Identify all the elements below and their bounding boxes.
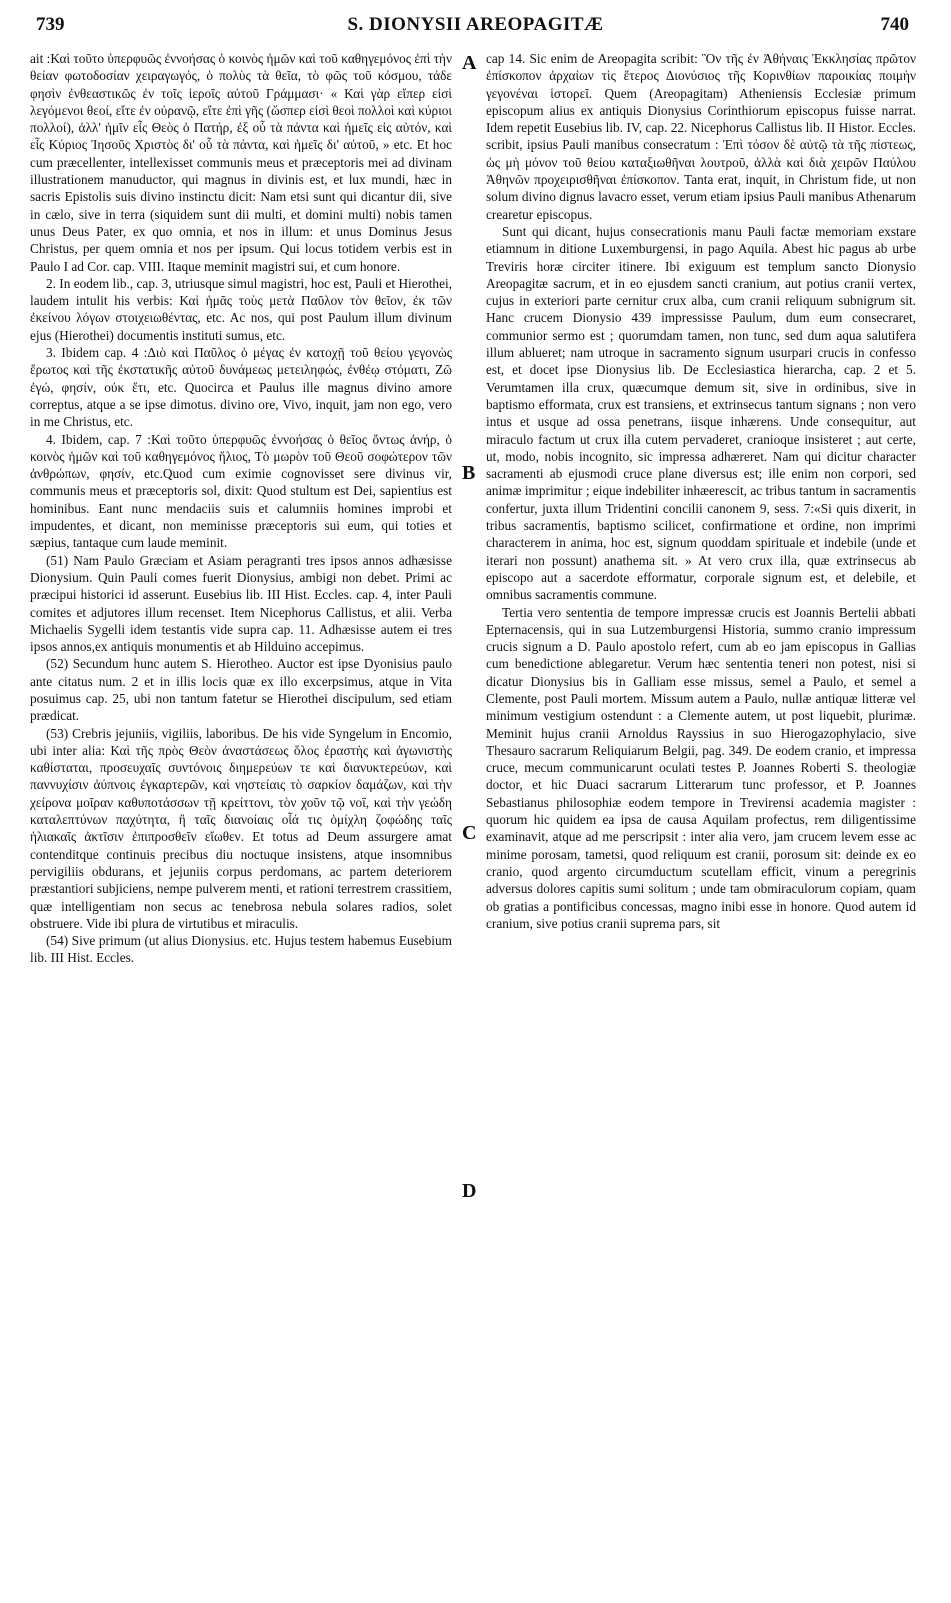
paragraph: (53) Crebris jejuniis, vigiliis, laboribus. De his vide Syngelum in Encomio, ubi inter alia: Καὶ τῆς πρὸς Θεὸν ἀναστάσεως ὅλος ἐραστὴς καὶ ἀγωνιστὴς καθίσταται, προσευχαῖς συντόνοις διημερεύων τε καὶ διανυκτερεύων, καὶ παννυχίσιν ἀύπνοις ἐγκαρτερῶν, καὶ νηστείαις τὸ σαρκίον δαμάζων, καὶ τὴν χείρονα μοῖραν καθυποτάσσων τῇ κρείττονι, τὸν χοῦν τῷ νοΐ, καὶ τὴν γεώδη καταλεπτύνων παχύτητα, ἢ ταῖς διανοίαις οἷά τις ὁμίχλη ζοφώδης ταῖς ἡλιακαῖς ἀκτῖσιν ἐπιπροσθεῖν εἴωθεν. Et totus ad Deum assurgere amat contenditque continuis precibus diu noctuque insistens, atque insomnibus pervigiliis obdurans, et jejuniis corpus perdomans, ac partem deteriorem præstantiori subjiciens, nempe pulverem menti, et rationi terrestrem crassitiem, quæ intelligentiam non secus ac tenebrosa nebula solares radios, solet obstruere. Vide ibi plura de virtutibus et miraculis. bbox=[30, 725, 452, 931]
margin-marker-d: D bbox=[462, 1180, 477, 1202]
margin-marker-a: A bbox=[462, 52, 477, 74]
paragraph: 4. Ibidem, cap. 7 :Καὶ τοῦτο ὑπερφυῶς ἐννοήσας ὁ θεῖος ὄντως ἀνήρ, ὁ κοινὸς ἡμῶν καὶ τοῦ καθηγεμόνος ἥλιος, Τὸ μωρὸν τοῦ Θεοῦ σοφώτερον τῶν ἀνθρώπων, φησίν, etc.Quod cum eximie cognovisset sere divinus vir, communis meus et præceptoris sol, dixit: Quod stultum est Dei, sapientius est hominibus. Eant nunc mendaciis suis et calumniis homines improbi et impudentes, et dicant, non meminisse præceptoris sui eum, qui toties et sæpius, tantaque cum laude meminit. bbox=[30, 431, 452, 551]
paragraph: (54) Sive primum (ut alius Dionysius. etc. Hujus testem habemus Eusebium lib. III Hist. Eccles. bbox=[30, 933, 452, 966]
running-header bbox=[0, 8, 951, 42]
margin-marker-c: C bbox=[462, 822, 477, 844]
paragraph: 3. Ibidem cap. 4 :Διὸ καὶ Παῦλος ὁ μέγας ἐν κατοχῇ τοῦ θείου γεγονὼς ἔρωτος καὶ τῆς ἐκστατικῆς αὐτοῦ δυνάμεως μετειληφώς, ἐνθέῳ στόματι, Ζῶ ἐγώ, φησίν, οὐκ ἔτι, etc. Quocirca et Paulus ille magnus divino amore correptus, atque a se ipse dimotus. divino ore, Vivo, inquit, jam non ego, vero in me Christus, etc. bbox=[30, 345, 452, 430]
paragraph: Sunt qui dicant, hujus consecrationis manu Pauli factæ memoriam exstare etiamnum in ditione Luxemburgensi, in pago Aquila. Abest hic pagus ab urbe Treviris horæ circiter itinere. Ibi exiguum est templum sancto Dionysio Areopagitæ sacrum, et in eo ejusdem sancti cranium, aut potius cranii vertex, cujus in exteriori parte cernitur crux alba, cum cranii reliquum subnigrum sit. Hanc crucem Dionysio 439 impressisse Paulum, dum eum consecraret, communior sermo est ; quorumdam tamen, non tunc, sed dum aqua salutifera illum ablueret; nam utroque in sacramento signum usurpari crucis in confesso est, et docet ipse Dionysius lib. De Ecclesiastica hierarcha, cap. 2 et 5. Verumtamen illa crux, quæcumque demum sit, sive in ordinibus, sive in baptismo efformata, crux est transiens, et extrinsecus tantum signans ; non vero intus et usque ad ossa penetrans, iisque inhærens. Unde consequitur, aut miraculo factum ut crux illa cutem pervaderet, cranioque insisteret ; aut certe, ut, modo, nobis incognito, sic impressa adhæreret. Nam qui dicitur character sacramenti ab ejusmodi cruce plane diversus est; ille enim non corpori, sed animæ imprimitur ; eique indebiliter inhæerescit, ac tribus tantum in sacramentis confertur, juxta illum Tridentini concilii canonem 9, sess. 7:«Si quis dixerit, in tribus sacramentis, baptismo scilicet, confirmatione et ordine, non imprimi characterem in anima, hoc est, signum quoddam spirituale et indebile (unde et iterari non possunt) anathema sit. » At vero crux illa, quæ extrinsecus ab episcopo aut a sacerdote efformatur, corporale signum est, et delebile, et omnibus sacramentis commune. bbox=[486, 223, 916, 603]
paragraph: cap 14. Sic enim de Areopagita scribit: Ὃν τῆς ἐν Ἀθήναις Ἐκκλησίας πρῶτον ἐπίσκοπον ἀρχαίων τὶς ἕτερος Διονύσιος τῆς Κορινθίων παροικίας ποιμὴν γεγονέναι ἱστορεῖ. Quem (Areopagitam) Atheniensis Ecclesiæ primum episcopum alius ex antiquis Dionysius Corinthiorum episcopus fuisse narrat. Idem repetit Eusebius lib. IV, cap. 22. Nicephorus Callistus lib. II Histor. Eccles. scribit, ipsius Pauli manibus consecratum : Ἐπὶ τόσον δὲ αὐτῷ τὰ τῆς πίστεως, ὡς μὴ μόνον τοῦ θείου καταξιωθῆναι λουτροῦ, ἀλλὰ καὶ διὰ χειρῶν Παύλου Ἀθηνῶν προχειρισθῆναι ἐπίσκοπον. Tanta erat, inquit, in Christum fide, ut non solum divino dignus lavacro esset, verum etiam ipsius Pauli manibus Athenarum crearetur episcopus. bbox=[486, 51, 916, 222]
paragraph: (51) Nam Paulo Græciam et Asiam peragranti tres ipsos annos adhæsisse Dionysium. Quin Pauli comes fuerit Dionysius, ambigi non debet. Primi ac præcipui historici id asserunt. Eusebius lib. III Hist. Eccles. cap. 4, inter Pauli comites et adjutores illum recenset. Item Nicephorus Callistus, et alii. Verba Michaelis Sygelli idem testantis vide supra cap. 11. Adhæsisse autem ei tres ipsos annos,ex antiquis monumentis et ab Hilduino accepimus. bbox=[30, 552, 452, 655]
paragraph: 2. In eodem lib., cap. 3, utriusque simul magistri, hoc est, Pauli et Hierothei, laudem intulit his verbis: Καὶ ἡμᾶς τοὺς μετὰ Παῦλον τὸν θεῖον, ἐκ τῶν ἐκείνου λόγων στοιχειωθέντας, etc. Ac nos, qui post Paulum illum divinum ejus (Hierothei) documentis instituti sumus, etc. bbox=[30, 275, 452, 343]
paragraph: Tertia vero sententia de tempore impressæ crucis est Joannis Bertelii abbati Epternacensis, qui in sua Lutzemburgensi Historia, summo cranio impressum crucis signum a D. Paulo apostolo refert, cum ab eo jam episcopus in Gallias cum benedictione ablegaretur. Verum hæc sententia teneri non potest, nisi si dicatur Dionysius bis in Galliam esse missus, semel a Paulo, et semel a Clemente, post Pauli mortem. Missum autem a Paulo, nullæ antiquæ litteræ vel minimum vestigium ostendunt : a Clemente autem, ut post liquebit, plurimæ. Meminit hujus cranii Arnoldus Rayssius in suo Hierogazophylacio, sive Thesauro sacrarum Reliquiarum Belgii, pag. 349. De eodem cranio, et impressa cruce, mecum communicarunt oculati testes P. Joannes Roberti S. theologiæ doctor, et hic Duaci sacrarum Litterarum tunc professor, et P. Joannes Sebastianus philosophiæ eodem tempore in Trevirensi academia magister : quorum hic quidem ea ipsa de causa Aquilam profectus, rem diligentissime examinavit, atque ad me perscripsit : inter alia vero, jam crucem levem esse ac minime porosam, tametsi, quod reliquum est cranii, porosum sit: deinde ex eo cranio, quod argento circumductum scutellam efficit, vinum a peregrinis adversus dolores capitis sumi solitum ; unde tam obmiraculorum copiam, quam ob gratias a pontificibus concessas, magno inibi esse in honore. Quod autem id cranium, sive potius cranii suprema pars, sit bbox=[486, 604, 916, 931]
margin-marker-b: B bbox=[462, 462, 476, 484]
paragraph: ait :Καὶ τοῦτο ὑπερφυῶς ἐννοήσας ὁ κοινὸς ἡμῶν καὶ τοῦ καθηγεμόνος ἐπὶ τὴν θείαν φωτοδοσίαν χειραγωγός, ὁ πολὺς τὰ θεῖα, τὸ φῶς τοῦ κόσμου, τάδε φησὶν ἐνθεαστικῶς ἐν τοῖς ἱεροῖς αὐτοῦ Γράμμασι· « Καὶ γὰρ εἴπερ εἰσὶ λεγόμενοι θεοί, εἴτε ἐν οὐρανῷ, εἴτε ἐπὶ γῆς (ὥσπερ εἰσὶ θεοὶ πολλοὶ καὶ κύριοι πολλοί), ἀλλ' ἡμῖν εἷς Θεὸς ὁ Πατήρ, ἐξ οὗ τὰ πάντα καὶ ἡμεῖς εἰς αὐτόν, καὶ εἷς Κύριος Ἰησοῦς Χριστὸς δι' οὗ τὰ πάντα, καὶ ἡμεῖς δι' αὐτοῦ, » etc. Et hoc cum præcellenter, intellexisset communis meus et præceptoris mei ad divinam illustrationem manuductor, qui magnus in divinis est, et lux mundi, hæc in sacris Epistolis suis divino instinctu dicit: Nam etsi sunt qui dicantur dii, sive in cælo, sive in terra (siquidem sunt dii multi, et domini multi) nobis tamen unus Deus Pater, ex quo omnia, et nos in illum: et unus Dominus Jesus Christus, per quem omnia et nos per ipsum. Qui locus totidem verbis est in Paulo I ad Cor. cap. VIII. Itaque meminit magistri sui, et cum honore. bbox=[30, 51, 452, 274]
right-column bbox=[486, 50, 916, 932]
paragraph: (52) Secundum hunc autem S. Hierotheo. Auctor est ipse Dyonisius paulo ante citatus num. 2 et in illis locis quæ ex illo excerpsimus, atque in Vita posuimus cap. 25, ubi non tantum fatetur se Hierothei discipulum, sed etiam prædicat. bbox=[30, 656, 452, 724]
left-column bbox=[30, 50, 452, 967]
page-number-right: 740 bbox=[880, 14, 909, 35]
page-number-left: 739 bbox=[36, 14, 65, 35]
running-title: S. DIONYSII AREOPAGITÆ bbox=[347, 14, 604, 35]
